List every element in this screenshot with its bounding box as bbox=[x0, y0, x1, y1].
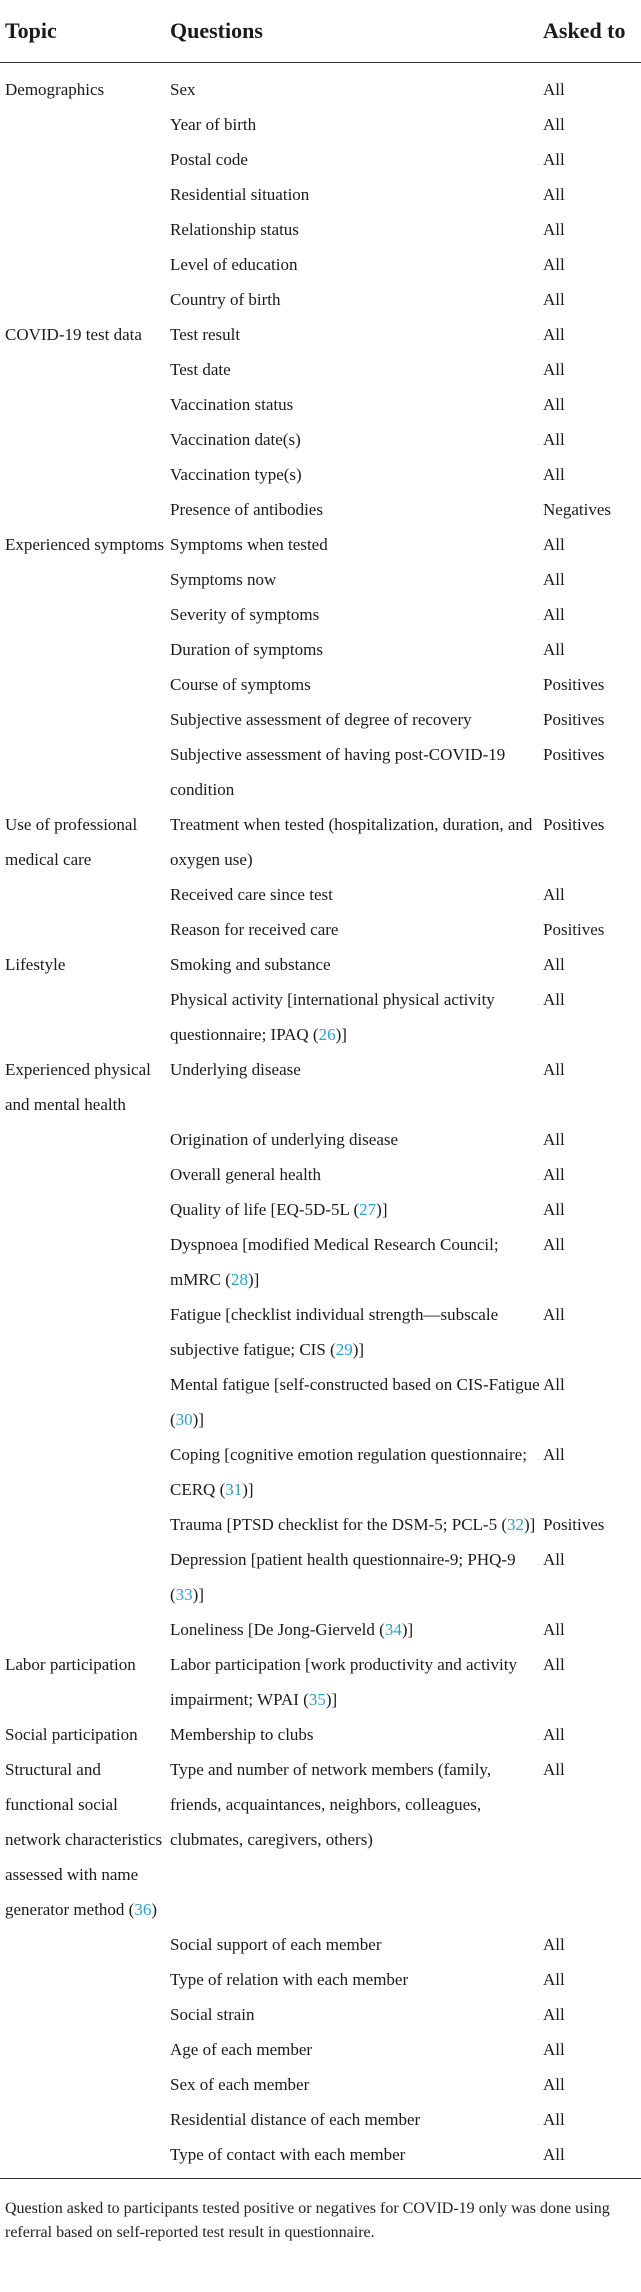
question-cell bbox=[165, 1192, 540, 1227]
topic-cell bbox=[0, 2102, 165, 2137]
topic-cell bbox=[0, 877, 165, 912]
question-text: Type and number of network members (family, friends, acquaintances, neighbors, colleagues, clubmates, caregivers, others) bbox=[170, 1759, 492, 1849]
topic-cell bbox=[0, 1227, 165, 1297]
topic-suffix: ) bbox=[151, 1899, 158, 1919]
topic-cell bbox=[0, 107, 165, 142]
topic-cell bbox=[0, 1367, 165, 1437]
topic-cell bbox=[0, 2032, 165, 2067]
question-text: Social support of each member bbox=[170, 1934, 382, 1954]
asked-to-cell: All bbox=[543, 1164, 565, 1184]
topic-text: Use of professional medical care bbox=[5, 814, 138, 869]
topic-text: Labor participation bbox=[5, 1654, 136, 1674]
question-cell bbox=[165, 1437, 540, 1507]
topic-text: Experienced symptoms bbox=[5, 534, 165, 554]
table-row bbox=[0, 387, 641, 422]
asked-to-cell: Positives bbox=[543, 814, 605, 834]
question-cell bbox=[165, 1962, 540, 1997]
question-text: Age of each member bbox=[170, 2039, 313, 2059]
question-cell bbox=[165, 807, 540, 877]
question-text: Year of birth bbox=[170, 114, 257, 134]
asked-to-cell: All bbox=[543, 149, 565, 169]
reference-link[interactable]: 32 bbox=[507, 1514, 524, 1534]
question-cell bbox=[165, 667, 540, 702]
table-row bbox=[0, 1717, 641, 1752]
question-cell bbox=[165, 2102, 540, 2137]
asked-to-cell: All bbox=[543, 1234, 565, 1254]
asked-to-cell: All bbox=[543, 1129, 565, 1149]
asked-to-cell: Negatives bbox=[543, 499, 611, 519]
topic-cell bbox=[0, 212, 165, 247]
question-text: Dyspnoea [modified Medical Research Council; mMRC ( bbox=[170, 1234, 499, 1289]
asked-to-cell: Positives bbox=[543, 1514, 605, 1534]
table-row bbox=[0, 632, 641, 667]
question-cell bbox=[165, 212, 540, 247]
question-suffix: )] bbox=[524, 1514, 536, 1534]
table-row bbox=[0, 737, 641, 807]
topic-cell bbox=[0, 1962, 165, 1997]
topic-cell bbox=[0, 702, 165, 737]
question-cell bbox=[165, 2032, 540, 2067]
topic-cell bbox=[0, 527, 165, 562]
table-row bbox=[0, 562, 641, 597]
asked-to-cell: All bbox=[543, 1199, 565, 1219]
question-text: Loneliness [De Jong-Gierveld ( bbox=[170, 1619, 385, 1639]
question-cell bbox=[165, 72, 540, 107]
question-cell bbox=[165, 737, 540, 807]
topic-cell bbox=[0, 492, 165, 527]
header-topic: Topic bbox=[0, 0, 165, 62]
question-suffix: )] bbox=[242, 1479, 254, 1499]
topic-cell bbox=[0, 2137, 165, 2172]
question-text: Subjective assessment of having post-COVID-19 condition bbox=[170, 744, 506, 799]
table-row bbox=[0, 527, 641, 562]
table-row bbox=[0, 142, 641, 177]
question-cell bbox=[165, 982, 540, 1052]
topic-cell bbox=[0, 1192, 165, 1227]
topic-text: COVID-19 test data bbox=[5, 324, 142, 344]
question-cell bbox=[165, 597, 540, 632]
table-row bbox=[0, 1122, 641, 1157]
question-cell bbox=[165, 1997, 540, 2032]
table-row bbox=[0, 352, 641, 387]
question-cell bbox=[165, 317, 540, 352]
asked-to-cell: All bbox=[543, 429, 565, 449]
table-bottom-rule bbox=[0, 2172, 641, 2179]
question-cell bbox=[165, 562, 540, 597]
asked-to-cell: All bbox=[543, 184, 565, 204]
asked-to-cell: Positives bbox=[543, 744, 605, 764]
question-text: Duration of symptoms bbox=[170, 639, 323, 659]
asked-to-cell: All bbox=[543, 324, 565, 344]
table-row bbox=[0, 1997, 641, 2032]
table-row bbox=[0, 702, 641, 737]
question-cell bbox=[165, 1227, 540, 1297]
question-text: Test date bbox=[170, 359, 231, 379]
question-text: Postal code bbox=[170, 149, 248, 169]
asked-to-cell: All bbox=[543, 639, 565, 659]
question-cell bbox=[165, 877, 540, 912]
reference-link[interactable]: 28 bbox=[230, 1269, 248, 1289]
topic-cell bbox=[0, 1542, 165, 1612]
question-cell bbox=[165, 387, 540, 422]
question-text: Fatigue [checklist individual strength—subscale subjective fatigue; CIS ( bbox=[170, 1304, 499, 1359]
question-text: Residential distance of each member bbox=[170, 2109, 421, 2129]
question-suffix: )] bbox=[376, 1199, 388, 1219]
topic-cell bbox=[0, 737, 165, 807]
question-text: Severity of symptoms bbox=[170, 604, 320, 624]
question-cell bbox=[165, 247, 540, 282]
topic-cell bbox=[0, 2067, 165, 2102]
reference-link[interactable]: 29 bbox=[335, 1339, 353, 1359]
table-row bbox=[0, 1752, 641, 1927]
asked-to-cell: All bbox=[543, 79, 565, 99]
question-text: Symptoms now bbox=[170, 569, 277, 589]
question-text: Sex bbox=[170, 79, 196, 99]
question-suffix: )] bbox=[247, 1269, 260, 1289]
topic-cell bbox=[0, 1157, 165, 1192]
table-row bbox=[0, 597, 641, 632]
asked-to-cell: All bbox=[543, 2144, 565, 2164]
table-row bbox=[0, 912, 641, 947]
question-cell bbox=[165, 912, 540, 947]
question-suffix: )] bbox=[192, 1584, 204, 1604]
table-row bbox=[0, 1157, 641, 1192]
topic-cell bbox=[0, 1717, 165, 1752]
topic-text: Lifestyle bbox=[5, 954, 66, 974]
question-cell bbox=[165, 1927, 540, 1962]
question-text: Depression [patient health questionnaire-9; PHQ-9 ( bbox=[170, 1549, 516, 1604]
asked-to-cell: All bbox=[543, 534, 565, 554]
asked-to-cell: All bbox=[543, 1654, 565, 1674]
question-text: Type of contact with each member bbox=[170, 2144, 406, 2164]
question-text: Test result bbox=[170, 324, 241, 344]
table-row bbox=[0, 2102, 641, 2137]
asked-to-cell: All bbox=[543, 1059, 565, 1079]
question-cell bbox=[165, 632, 540, 667]
question-text: Smoking and substance bbox=[170, 954, 331, 974]
question-text: Treatment when tested (hospitalization, duration, and oxygen use) bbox=[170, 814, 533, 869]
table-row bbox=[0, 1192, 641, 1227]
asked-to-cell: Positives bbox=[543, 674, 605, 694]
topic-cell bbox=[0, 807, 165, 877]
question-text: Sex of each member bbox=[170, 2074, 310, 2094]
asked-to-cell: All bbox=[543, 464, 565, 484]
table-footnote: Question asked to participants tested positive or negatives for COVID-19 only was done using referral based on self-reported test result in questionnaire. bbox=[5, 2199, 610, 2241]
topic-cell bbox=[0, 247, 165, 282]
question-text: Residential situation bbox=[170, 184, 310, 204]
question-text: Course of symptoms bbox=[170, 674, 311, 694]
question-cell bbox=[165, 527, 540, 562]
table-body bbox=[0, 62, 641, 2178]
asked-to-cell: All bbox=[543, 1724, 565, 1744]
question-text: Quality of life [EQ-5D-5L ( bbox=[170, 1199, 360, 1219]
table-row bbox=[0, 177, 641, 212]
asked-to-cell: Positives bbox=[543, 919, 605, 939]
table-row bbox=[0, 72, 641, 107]
asked-to-cell: All bbox=[543, 1619, 565, 1639]
question-cell bbox=[165, 282, 540, 317]
question-cell bbox=[165, 492, 540, 527]
asked-to-cell: Positives bbox=[543, 709, 605, 729]
question-text: Received care since test bbox=[170, 884, 333, 904]
asked-to-cell: All bbox=[543, 219, 565, 239]
reference-link[interactable]: 36 bbox=[134, 1899, 152, 1919]
reference-link[interactable]: 31 bbox=[225, 1479, 243, 1499]
topic-cell bbox=[0, 1752, 165, 1927]
table-row bbox=[0, 1367, 641, 1437]
table-row bbox=[0, 982, 641, 1052]
topic-text: Social participation bbox=[5, 1724, 138, 1744]
reference-link[interactable]: 27 bbox=[359, 1199, 377, 1219]
question-cell bbox=[165, 1612, 540, 1647]
table-row bbox=[0, 457, 641, 492]
asked-to-cell: All bbox=[543, 394, 565, 414]
question-suffix: )] bbox=[352, 1339, 365, 1359]
question-cell bbox=[165, 1122, 540, 1157]
question-suffix: )] bbox=[325, 1689, 338, 1709]
reference-link[interactable]: 30 bbox=[175, 1409, 193, 1429]
topic-cell bbox=[0, 1507, 165, 1542]
table-row bbox=[0, 2137, 641, 2172]
topic-cell bbox=[0, 387, 165, 422]
topic-cell bbox=[0, 177, 165, 212]
topic-cell bbox=[0, 982, 165, 1052]
asked-to-cell: All bbox=[543, 1969, 565, 1989]
question-text: Labor participation [work productivity and activity impairment; WPAI ( bbox=[170, 1654, 517, 1709]
question-cell bbox=[165, 1647, 540, 1717]
question-cell bbox=[165, 702, 540, 737]
topic-cell bbox=[0, 562, 165, 597]
table-row bbox=[0, 1507, 641, 1542]
table-row bbox=[0, 1962, 641, 1997]
asked-to-cell: All bbox=[543, 989, 565, 1009]
table-row bbox=[0, 247, 641, 282]
table-row bbox=[0, 317, 641, 352]
asked-to-cell: All bbox=[543, 114, 565, 134]
asked-to-cell: All bbox=[543, 1374, 565, 1394]
question-text: Type of relation with each member bbox=[170, 1969, 409, 1989]
topic-cell bbox=[0, 1437, 165, 1507]
question-cell bbox=[165, 2137, 540, 2172]
question-cell bbox=[165, 1157, 540, 1192]
topic-cell bbox=[0, 947, 165, 982]
question-text: Level of education bbox=[170, 254, 298, 274]
topic-cell bbox=[0, 667, 165, 702]
question-cell bbox=[165, 107, 540, 142]
table-row bbox=[0, 1542, 641, 1612]
table-row bbox=[0, 2032, 641, 2067]
topic-cell bbox=[0, 1052, 165, 1122]
topic-cell bbox=[0, 422, 165, 457]
asked-to-cell: All bbox=[543, 1934, 565, 1954]
table-row bbox=[0, 1647, 641, 1717]
topic-cell bbox=[0, 317, 165, 352]
reference-link[interactable]: 26 bbox=[318, 1024, 336, 1044]
table-header bbox=[0, 0, 641, 62]
table-row bbox=[0, 1297, 641, 1367]
question-cell bbox=[165, 1542, 540, 1612]
asked-to-cell: All bbox=[543, 604, 565, 624]
table-row bbox=[0, 212, 641, 247]
asked-to-cell: All bbox=[543, 359, 565, 379]
question-text: Membership to clubs bbox=[170, 1724, 314, 1744]
topic-cell bbox=[0, 632, 165, 667]
question-cell bbox=[165, 142, 540, 177]
asked-to-cell: All bbox=[543, 2039, 565, 2059]
table-row bbox=[0, 1927, 641, 1962]
table-row bbox=[0, 492, 641, 527]
question-text: Vaccination status bbox=[170, 394, 294, 414]
table-row bbox=[0, 1052, 641, 1122]
question-cell bbox=[165, 1507, 540, 1542]
question-text: Social strain bbox=[170, 2004, 255, 2024]
topic-cell bbox=[0, 282, 165, 317]
question-text: Origination of underlying disease bbox=[170, 1129, 399, 1149]
topic-cell bbox=[0, 597, 165, 632]
question-text: Relationship status bbox=[170, 219, 299, 239]
question-text: Coping [cognitive emotion regulation questionnaire; CERQ ( bbox=[170, 1444, 527, 1499]
reference-link[interactable]: 34 bbox=[384, 1619, 402, 1639]
question-cell bbox=[165, 2067, 540, 2102]
asked-to-cell: All bbox=[543, 569, 565, 589]
table-row bbox=[0, 282, 641, 317]
topic-text: Experienced physical and mental health bbox=[5, 1059, 151, 1114]
table-row bbox=[0, 2067, 641, 2102]
question-cell bbox=[165, 457, 540, 492]
table-row bbox=[0, 1437, 641, 1507]
reference-link[interactable]: 33 bbox=[175, 1584, 193, 1604]
question-text: Physical activity [international physical activity questionnaire; IPAQ ( bbox=[170, 989, 495, 1044]
asked-to-cell: All bbox=[543, 2074, 565, 2094]
question-cell bbox=[165, 177, 540, 212]
question-text: Symptoms when tested bbox=[170, 534, 328, 554]
question-text: Vaccination type(s) bbox=[170, 464, 302, 484]
question-suffix: )] bbox=[401, 1619, 414, 1639]
question-text: Underlying disease bbox=[170, 1059, 301, 1079]
topic-cell bbox=[0, 457, 165, 492]
table-row bbox=[0, 667, 641, 702]
question-text: Country of birth bbox=[170, 289, 281, 309]
table-row bbox=[0, 107, 641, 142]
asked-to-cell: All bbox=[543, 1304, 565, 1324]
question-text: Presence of antibodies bbox=[170, 499, 323, 519]
topic-text: Structural and functional social network characteristics assessed with name generator method ( bbox=[5, 1759, 163, 1919]
topic-text: Demographics bbox=[5, 79, 105, 99]
question-text: Mental fatigue [self-constructed based on CIS-Fatigue ( bbox=[170, 1374, 540, 1429]
question-cell bbox=[165, 947, 540, 982]
asked-to-cell: All bbox=[543, 2004, 565, 2024]
topic-cell bbox=[0, 72, 165, 107]
question-cell bbox=[165, 1752, 540, 1927]
topic-cell bbox=[0, 1647, 165, 1717]
header-asked-to: Asked to bbox=[540, 0, 641, 62]
table-row bbox=[0, 947, 641, 982]
question-cell bbox=[165, 352, 540, 387]
table-row bbox=[0, 422, 641, 457]
table-row bbox=[0, 807, 641, 877]
table-row bbox=[0, 1227, 641, 1297]
asked-to-cell: All bbox=[543, 1444, 565, 1464]
header-questions: Questions bbox=[165, 0, 540, 62]
question-cell bbox=[165, 1052, 540, 1122]
topic-cell bbox=[0, 912, 165, 947]
asked-to-cell: All bbox=[543, 254, 565, 274]
question-suffix: )] bbox=[192, 1409, 204, 1429]
question-cell bbox=[165, 422, 540, 457]
question-text: Overall general health bbox=[170, 1164, 322, 1184]
table-row bbox=[0, 1612, 641, 1647]
topic-cell bbox=[0, 142, 165, 177]
question-suffix: )] bbox=[335, 1024, 347, 1044]
asked-to-cell: All bbox=[543, 1549, 565, 1569]
question-cell bbox=[165, 1297, 540, 1367]
asked-to-cell: All bbox=[543, 289, 565, 309]
topic-cell bbox=[0, 1612, 165, 1647]
topic-cell bbox=[0, 1997, 165, 2032]
asked-to-cell: All bbox=[543, 954, 565, 974]
topic-cell bbox=[0, 1297, 165, 1367]
question-text: Reason for received care bbox=[170, 919, 339, 939]
topic-cell bbox=[0, 352, 165, 387]
topic-cell bbox=[0, 1927, 165, 1962]
question-cell bbox=[165, 1717, 540, 1752]
table-row bbox=[0, 877, 641, 912]
topic-cell bbox=[0, 1122, 165, 1157]
asked-to-cell: All bbox=[543, 884, 565, 904]
question-text: Trauma [PTSD checklist for the DSM-5; PCL-5 ( bbox=[170, 1514, 507, 1534]
question-text: Vaccination date(s) bbox=[170, 429, 301, 449]
asked-to-cell: All bbox=[543, 1759, 565, 1779]
question-text: Subjective assessment of degree of recovery bbox=[170, 709, 472, 729]
question-cell bbox=[165, 1367, 540, 1437]
reference-link[interactable]: 35 bbox=[308, 1689, 326, 1709]
asked-to-cell: All bbox=[543, 2109, 565, 2129]
